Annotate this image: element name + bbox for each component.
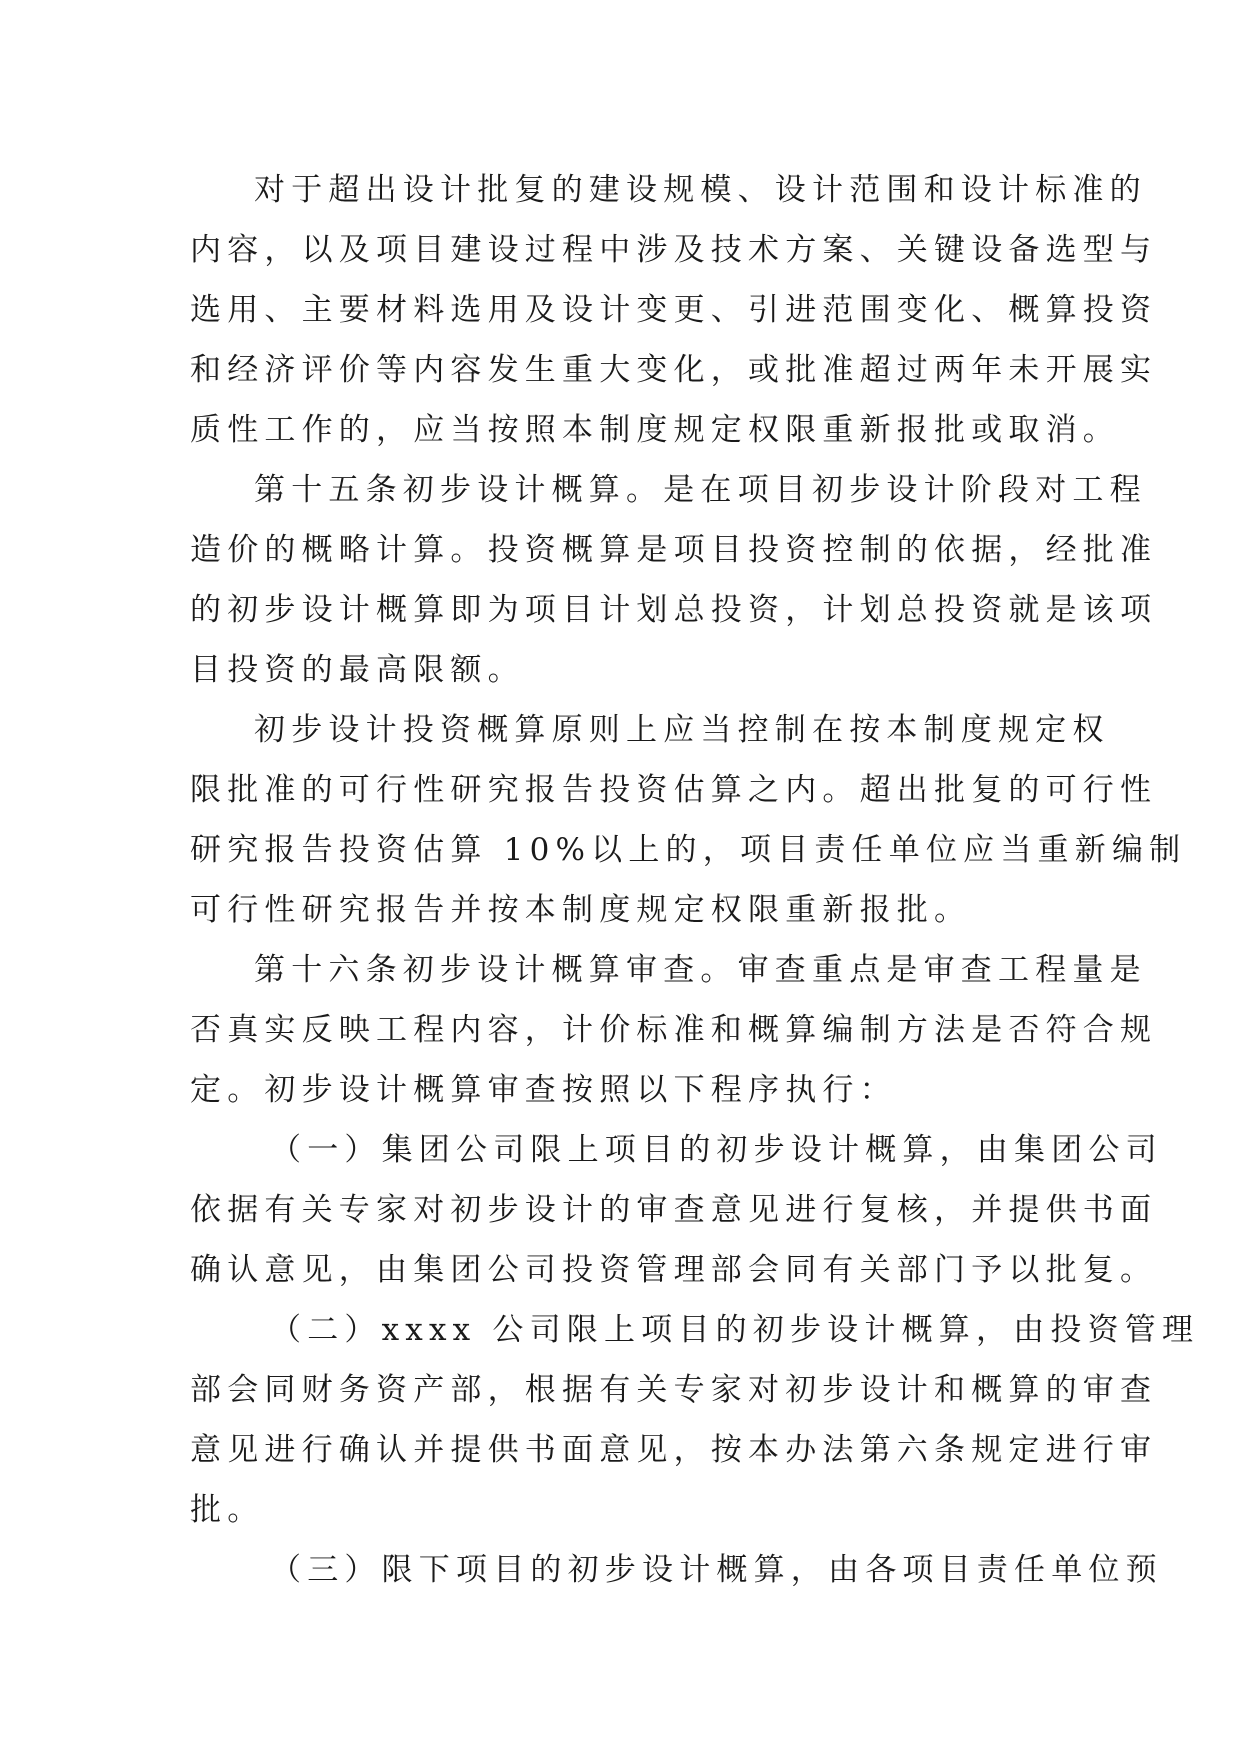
text-line: 对于超出设计批复的建设规模、设计范围和设计标准的 <box>254 172 1147 208</box>
text-line: 依据有关专家对初步设计的审查意见进行复核，并提供书面 <box>190 1192 1158 1228</box>
text-line: 定。初步设计概算审查按照以下程序执行： <box>190 1072 897 1108</box>
text-line: 的初步设计概算即为项目计划总投资，计划总投资就是该项 <box>190 592 1158 628</box>
text-line: （二）xxxx 公司限上项目的初步设计概算，由投资管理 <box>270 1312 1200 1348</box>
text-line: 目投资的最高限额。 <box>190 652 525 688</box>
text-line: 批。 <box>190 1492 265 1528</box>
text-line: 否真实反映工程内容，计价标准和概算编制方法是否符合规 <box>190 1012 1158 1048</box>
text-line: 确认意见，由集团公司投资管理部会同有关部门予以批复。 <box>190 1252 1158 1288</box>
text-line: （三）限下项目的初步设计概算，由各项目责任单位预 <box>270 1552 1163 1588</box>
text-line: （一）集团公司限上项目的初步设计概算，由集团公司 <box>270 1132 1163 1168</box>
text-line: 研究报告投资估算 10%以上的，项目责任单位应当重新编制 <box>190 832 1187 868</box>
text-line: 质性工作的，应当按照本制度规定权限重新报批或取消。 <box>190 412 1120 448</box>
text-line: 限批准的可行性研究报告投资估算之内。超出批复的可行性 <box>190 772 1158 808</box>
text-line: 初步设计投资概算原则上应当控制在按本制度规定权 <box>254 712 1110 748</box>
text-line: 意见进行确认并提供书面意见，按本办法第六条规定进行审 <box>190 1432 1158 1468</box>
text-line: 造价的概略计算。投资概算是项目投资控制的依据，经批准 <box>190 532 1158 568</box>
text-line: 内容，以及项目建设过程中涉及技术方案、关键设备选型与 <box>190 232 1158 268</box>
text-line: 可行性研究报告并按本制度规定权限重新报批。 <box>190 892 972 928</box>
text-line: 选用、主要材料选用及设计变更、引进范围变化、概算投资 <box>190 292 1158 328</box>
text-line: 第十六条初步设计概算审查。审查重点是审查工程量是 <box>254 952 1147 988</box>
text-line: 和经济评价等内容发生重大变化，或批准超过两年未开展实 <box>190 352 1158 388</box>
text-line: 部会同财务资产部，根据有关专家对初步设计和概算的审查 <box>190 1372 1158 1408</box>
text-line: 第十五条初步设计概算。是在项目初步设计阶段对工程 <box>254 472 1147 508</box>
document-body <box>190 160 1200 1600</box>
